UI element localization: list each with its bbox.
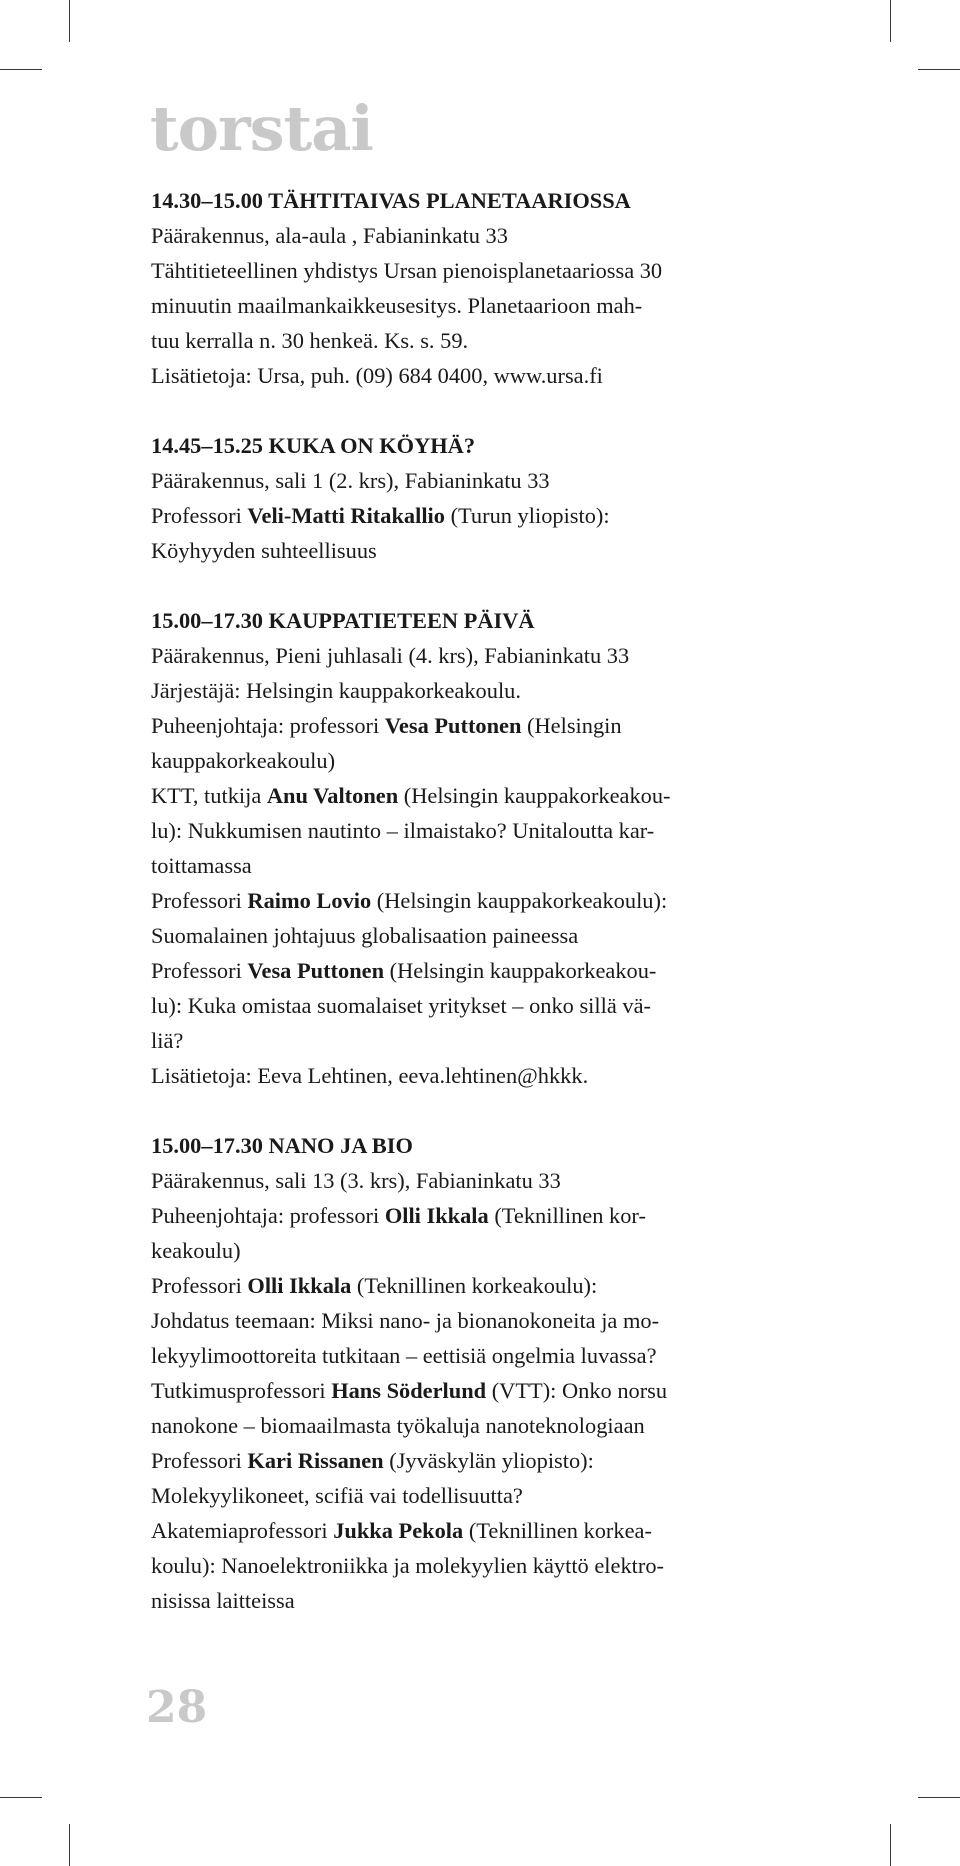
text-segment: Päärakennus, sali 1 (2. krs), Fabianinkatu 33 [151, 468, 550, 493]
text-segment: Johdatus teemaan: Miksi nano- ja bionanokoneita ja mo- [151, 1308, 660, 1333]
event-block [151, 183, 781, 393]
text-segment: Päärakennus, ala-aula , Fabianinkatu 33 [151, 223, 508, 248]
event-text-line [151, 288, 781, 323]
text-segment: Päärakennus, sali 13 (3. krs), Fabianinkatu 33 [151, 1168, 561, 1193]
crop-mark [890, 1824, 891, 1866]
event-text-line [151, 1373, 781, 1408]
text-segment: Molekyylikoneet, scifiä vai todellisuutta? [151, 1483, 523, 1508]
crop-mark [890, 0, 891, 42]
speaker-name: Vesa Puttonen [247, 958, 385, 983]
text-segment: Professori [151, 503, 248, 528]
event-text-line [151, 1268, 781, 1303]
event-text-line [151, 1198, 781, 1233]
event-text-line [151, 463, 781, 498]
speaker-name: Anu Valtonen [266, 783, 399, 808]
speaker-name: Olli Ikkala [384, 1203, 489, 1228]
crop-mark [69, 0, 70, 42]
text-segment: Professori [151, 958, 248, 983]
event-text-line [151, 218, 781, 253]
text-segment: keakoulu) [151, 1238, 241, 1263]
page-number: 28 [146, 1682, 208, 1733]
text-segment: lu): Nukkumisen nautinto – ilmaistako? Unitaloutta kar- [151, 818, 655, 843]
event-text-line [151, 1338, 781, 1373]
day-heading: torstai [150, 92, 373, 165]
crop-mark [0, 1797, 42, 1798]
event-text-line [151, 1513, 781, 1548]
text-segment: tuu kerralla n. 30 henkeä. Ks. s. 59. [151, 328, 469, 353]
text-segment: (Helsingin [521, 713, 622, 738]
text-segment: lekyylimoottoreita tutkitaan – eettisiä ongelmia luvassa? [151, 1343, 657, 1368]
speaker-name: Hans Söderlund [331, 1378, 487, 1403]
text-segment: minuutin maailmankaikkeusesitys. Planetaarioon mah- [151, 293, 643, 318]
text-segment: (VTT): Onko norsu [486, 1378, 668, 1403]
text-segment: koulu): Nanoelektroniikka ja molekyylien käyttö elektro- [151, 1553, 664, 1578]
text-segment: Köyhyyden suhteellisuus [151, 538, 377, 563]
event-text-line [151, 848, 781, 883]
event-text-line [151, 743, 781, 778]
event-text-line [151, 1548, 781, 1583]
text-segment: (Teknillinen korkeakoulu): [351, 1273, 598, 1298]
event-title: 15.00–17.30 NANO JA BIO [151, 1133, 413, 1158]
text-segment: liä? [151, 1028, 184, 1053]
event-text-line [151, 1478, 781, 1513]
event-text-line [151, 1583, 781, 1618]
text-segment: Professori [151, 888, 248, 913]
event-text-line [151, 918, 781, 953]
event-text-line [151, 638, 781, 673]
event-text-line [151, 498, 781, 533]
event-text-line [151, 1023, 781, 1058]
speaker-name: Jukka Pekola [333, 1518, 464, 1543]
text-segment: (Teknillinen kor- [488, 1203, 646, 1228]
event-text-line [151, 813, 781, 848]
text-segment: Lisätietoja: Eeva Lehtinen, eeva.lehtinen@hkkk. [151, 1063, 589, 1088]
event-title: 15.00–17.30 KAUPPATIETEEN PÄIVÄ [151, 608, 535, 633]
event-text-line [151, 1303, 781, 1338]
text-segment: Akatemiaprofessori [151, 1518, 334, 1543]
text-segment: Suomalainen johtajuus globalisaation paineessa [151, 923, 579, 948]
event-block [151, 1128, 781, 1618]
speaker-name: Kari Rissanen [247, 1448, 384, 1473]
event-title: 14.45–15.25 KUKA ON KÖYHÄ? [151, 433, 476, 458]
event-text-line [151, 953, 781, 988]
crop-mark [0, 69, 42, 70]
text-segment: Professori [151, 1448, 248, 1473]
text-segment: (Helsingin kauppakorkeakoulu): [371, 888, 668, 913]
event-text-line [151, 533, 781, 568]
text-segment: toittamassa [151, 853, 252, 878]
text-segment: (Jyväskylän yliopisto): [383, 1448, 594, 1473]
event-text-line [151, 1443, 781, 1478]
event-text-line [151, 1163, 781, 1198]
text-segment: Tutkimusprofessori [151, 1378, 332, 1403]
event-text-line [151, 708, 781, 743]
text-segment: lu): Kuka omistaa suomalaiset yritykset – onko sillä vä- [151, 993, 651, 1018]
text-segment: KTT, tutkija [151, 783, 267, 808]
crop-mark [918, 1797, 960, 1798]
speaker-name: Raimo Lovio [247, 888, 372, 913]
event-text-line [151, 1058, 781, 1093]
text-segment: Tähtitieteellinen yhdistys Ursan pienoisplanetaariossa 30 [151, 258, 663, 283]
text-segment: (Teknillinen korkea- [463, 1518, 652, 1543]
event-text-line [151, 883, 781, 918]
text-segment: Puheenjohtaja: professori [151, 713, 385, 738]
event-text-line [151, 1233, 781, 1268]
text-segment: nisissa laitteissa [151, 1588, 295, 1613]
crop-mark [69, 1824, 70, 1866]
text-segment: Järjestäjä: Helsingin kauppakorkeakoulu. [151, 678, 521, 703]
event-title: 14.30–15.00 TÄHTITAIVAS PLANETAARIOSSA [151, 188, 631, 213]
event-text-line [151, 988, 781, 1023]
speaker-name: Olli Ikkala [247, 1273, 352, 1298]
text-segment: (Helsingin kauppakorkeakou- [384, 958, 657, 983]
event-text-line [151, 673, 781, 708]
event-text-line [151, 358, 781, 393]
text-segment: Professori [151, 1273, 248, 1298]
text-segment: Puheenjohtaja: professori [151, 1203, 385, 1228]
text-segment: (Turun yliopisto): [444, 503, 610, 528]
text-segment: Lisätietoja: Ursa, puh. (09) 684 0400, www.ursa.fi [151, 363, 603, 388]
text-segment: (Helsingin kauppakorkeakou- [398, 783, 671, 808]
event-text-line [151, 778, 781, 813]
event-block [151, 428, 781, 568]
speaker-name: Vesa Puttonen [384, 713, 522, 738]
crop-mark [918, 69, 960, 70]
event-text-line [151, 253, 781, 288]
text-segment: nanokone – biomaailmasta työkaluja nanoteknologiaan [151, 1413, 645, 1438]
event-list [151, 183, 781, 1653]
event-text-line [151, 323, 781, 358]
speaker-name: Veli-Matti Ritakallio [247, 503, 445, 528]
text-segment: Päärakennus, Pieni juhlasali (4. krs), Fabianinkatu 33 [151, 643, 630, 668]
event-text-line [151, 1408, 781, 1443]
event-block [151, 603, 781, 1093]
text-segment: kauppakorkeakoulu) [151, 748, 336, 773]
